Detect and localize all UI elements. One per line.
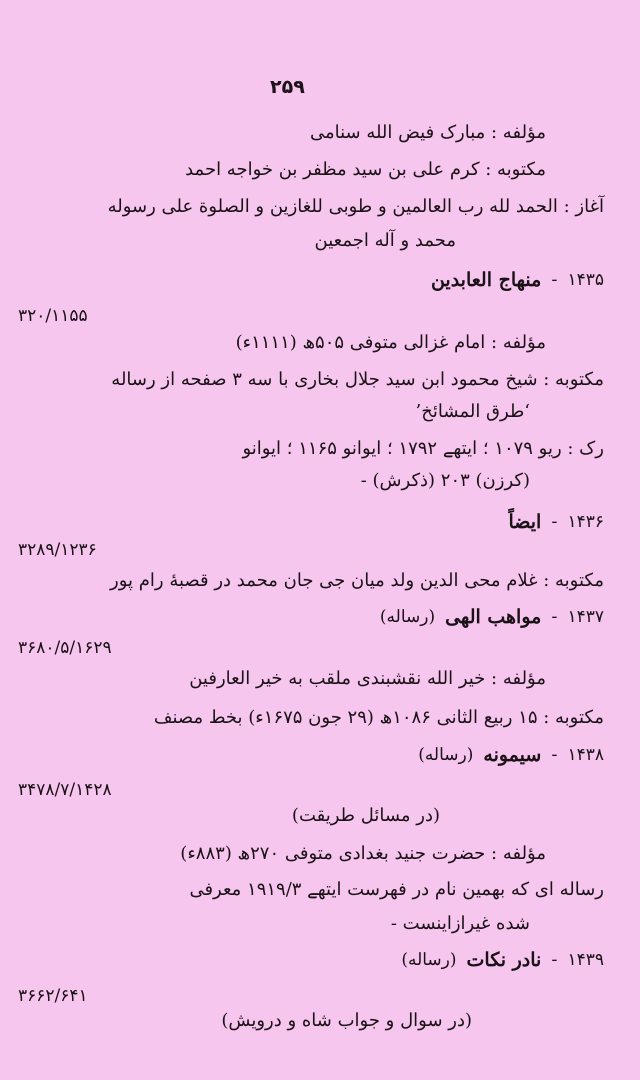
reference-continuation: (کرزن) ۲۰۳ (ذکرش) - — [360, 470, 530, 491]
author-line: مؤلفه : حضرت جنید بغدادی متوفی ۲۷۰ھ (۸۸۳ء) — [180, 843, 546, 864]
entry-title: مواهب الهی — [445, 606, 542, 628]
entry-dash: - — [551, 607, 558, 627]
subject-line: (در مسائل طریقت) — [291, 805, 440, 826]
reference-line: رک : ریو ۱۰۷۹ ؛ ایتهے ۱۷۹۲ ؛ ایوانو ۱۱۶۵ ؛ ایوانو — [242, 438, 604, 459]
note-line: رساله ای که بهمین نام در فهرست ایتهے ۱۹۱۹/۳ معرفی — [189, 879, 604, 900]
entry-heading — [508, 508, 604, 536]
entry-subtitle: (رساله) — [418, 745, 474, 765]
author-line: مؤلفه : امام غزالی متوفی ۵۰۵ھ (۱۱۱۱ء) — [235, 332, 546, 353]
shelfmark: ۳۴۷۸/۷/۱۴۲۸ — [18, 780, 112, 800]
entry-number: ۱۴۳۵ — [567, 270, 604, 290]
scribe-line: مکتوبه : ۱۵ ربیع الثانی ۱۰۸۶ھ (۲۹ جون ۱۶۷۵ء) بخط مصنف — [153, 707, 604, 728]
shelfmark: ۳۶۸۰/۵/۱۶۲۹ — [18, 638, 112, 658]
entry-number: ۱۴۳۹ — [567, 950, 604, 970]
entry-heading — [418, 741, 604, 769]
author-line: مؤلفه : مبارک فیض الله سنامی — [309, 122, 546, 143]
entry-dash: - — [551, 270, 558, 290]
scribe-line: مکتوبه : شیخ محمود ابن سید جلال بخاری با سه ۳ صفحه از رساله — [111, 369, 604, 390]
incipit-continuation: محمد و آله اجمعین — [314, 230, 456, 251]
entry-number: ۱۴۳۸ — [567, 745, 604, 765]
entry-number: ۱۴۳۶ — [567, 512, 604, 532]
note-continuation: شده غیرازاینست - — [390, 913, 530, 934]
entry-heading — [401, 946, 604, 974]
entry-heading — [380, 603, 604, 631]
entry-dash: - — [551, 950, 558, 970]
shelfmark: ۳۶۶۲/۶۴۱ — [18, 986, 88, 1006]
entry-title: ایضاً — [508, 511, 542, 533]
author-line: مؤلفه : خیر الله نقشبندی ملقب به خیر العارفین — [189, 668, 546, 689]
incipit-line: آغاز : الحمد لله رب العالمین و طوبی للغازین و الصلوة علی رسوله — [107, 196, 604, 217]
entry-title: منهاج العابدین — [430, 269, 542, 291]
entry-dash: - — [551, 745, 558, 765]
page-number: ۲۵۹ — [270, 76, 305, 98]
scribe-line: مکتوبه : کرم علی بن سید مظفر بن خواجه احمد — [185, 159, 546, 180]
scribe-line: مکتوبه : غلام محی الدین ولد میان جی جان محمد در قصبهٔ رام پور — [110, 570, 604, 591]
entry-subtitle: (رساله) — [401, 950, 457, 970]
shelfmark: ۳۲۸۹/۱۲۳۶ — [18, 540, 97, 560]
entry-subtitle: (رساله) — [379, 607, 436, 627]
shelfmark: ۳۲۰/۱۱۵۵ — [18, 306, 88, 326]
entry-heading — [431, 266, 604, 294]
entry-title: نادر نکات — [466, 949, 542, 971]
entry-number: ۱۴۳۷ — [567, 607, 604, 627]
subject-line: (در سوال و جواب شاه و درویش) — [221, 1010, 472, 1031]
scribe-continuation: ‘طرق المشائخ’ — [415, 401, 530, 422]
entry-dash: - — [551, 512, 558, 532]
entry-title: سیمونه — [483, 744, 542, 766]
